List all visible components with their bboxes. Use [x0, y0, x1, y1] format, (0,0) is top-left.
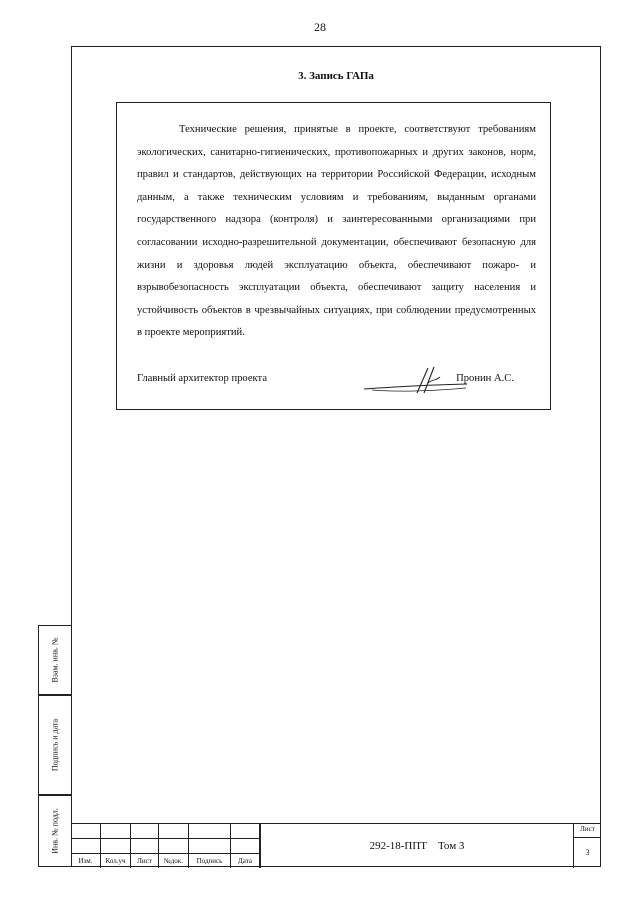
grid-cell: [189, 824, 231, 839]
side-stamp-label: Подпись и дата: [50, 718, 60, 772]
document-code-cell: [260, 824, 574, 868]
side-stamp-inventory: [38, 795, 71, 867]
grid-cell: [101, 839, 131, 854]
sheet-number: 3: [585, 848, 590, 857]
revision-grid: [71, 824, 260, 868]
grid-cell: [131, 839, 159, 854]
column-header: Изм.: [71, 854, 101, 868]
document-code: 292-18-ППТ Том 3: [369, 840, 465, 852]
grid-cell: [131, 824, 159, 839]
section-title: 3. Запись ГАПа: [298, 70, 374, 82]
side-stamp-label: Взам. инв. №: [50, 637, 60, 683]
grid-cell: [159, 839, 189, 854]
column-header: Лист: [131, 854, 159, 868]
signer-name: Пронин А.С.: [456, 373, 514, 384]
grid-cell: [231, 839, 260, 854]
column-header: Дата: [231, 854, 260, 868]
grid-cell: [189, 839, 231, 854]
grid-cell: [71, 839, 101, 854]
page-number: 28: [314, 20, 326, 34]
column-header: №док.: [159, 854, 189, 868]
sheet-label: Лист: [574, 825, 601, 838]
signature-row: [137, 365, 536, 395]
signer-title: Главный архитектор проекта: [137, 373, 268, 384]
side-stamp-label: Инв. № подл.: [50, 808, 60, 854]
grid-cell: [231, 824, 260, 839]
side-stamp-replacement: [38, 625, 71, 695]
sheet-cell: [574, 824, 601, 868]
grid-cell: [101, 824, 131, 839]
statement-box: [116, 102, 551, 410]
grid-cell: [159, 824, 189, 839]
statement-text: Технические решения, принятые в проекте, соответствуют требованиям экологических, санитарно-гигиенических, противопожарных и других законов, норм, правил и стандартов, действующих на территории Российской Федерации, исходным данным, а также техническим условиям и требованиям, выданным органами государственного надзора (контроля) и заинтересованными организациями при согласовании исходно-разрешительной документации, обеспечивают безопасную для жизни и здоровья людей эксплуатацию объекта, обеспечивают пожаро- и взрывобезопасность эксплуатации объекта, обеспечивают защиту населения и устойчивость объектов в чрезвычайных ситуациях, при соблюдении предусмотренных в проекте мероприятий.: [137, 124, 536, 339]
title-block: [71, 823, 601, 868]
grid-cell: [71, 824, 101, 839]
side-stamp-signature-date: [38, 695, 71, 795]
column-header: Подпись: [189, 854, 231, 868]
column-header: Кол.уч: [101, 854, 131, 868]
